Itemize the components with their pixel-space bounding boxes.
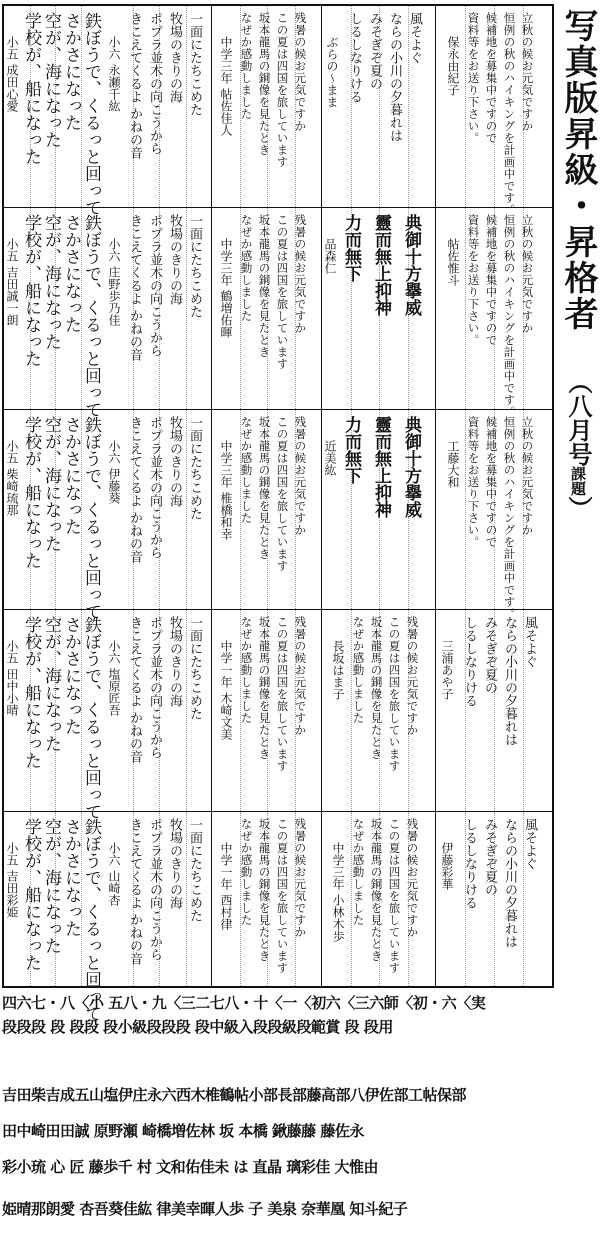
specimen-text-line: 空が、海になった xyxy=(41,818,61,954)
specimen-text-line: ならの小川の夕暮れは xyxy=(502,818,517,948)
specimen-cell xyxy=(322,208,436,409)
specimen-row xyxy=(4,610,552,820)
specimen-text-line: 学校が、船になった xyxy=(21,616,41,769)
guide-line xyxy=(465,208,466,409)
specimen-text-line: ポプラ並木の向こうから xyxy=(147,616,162,759)
specimen-text-line: 資料等をお送り下さい。 xyxy=(466,416,481,548)
promotion-roster xyxy=(0,990,600,1238)
author-name: 中学三年 小林木歩 xyxy=(331,842,345,942)
subtitle xyxy=(560,370,596,560)
specimen-text-line: 鉄ぼうで、くるっと回って xyxy=(81,12,101,216)
subtitle-month: 八月号 xyxy=(564,394,592,466)
specimen-text-line: しるしなりける xyxy=(347,12,362,103)
specimen-text-line: 学校が、船になった xyxy=(21,818,41,971)
specimen-text-line: 恒例の秋のハイキングを計画中です。 xyxy=(502,214,517,418)
specimen-text-line: この夏は四国を旅しています xyxy=(275,214,290,370)
specimen-cell xyxy=(106,208,212,409)
specimen-text-line: 典御十方擧威 xyxy=(401,214,421,316)
specimen-text-line: 鉄ぼうで、くるっと回って xyxy=(81,818,101,1022)
specimen-text-line: 学校が、船になった xyxy=(21,12,41,165)
author-name: 小五 田中小晴 xyxy=(5,640,19,716)
author-name: 中学一年 木崎文美 xyxy=(219,640,233,740)
specimen-text-line: ポプラ並木の向こうから xyxy=(147,12,162,155)
specimen-text-line: 坂本龍馬の銅像を見たとき xyxy=(369,616,384,760)
specimen-cell xyxy=(212,208,322,409)
specimen-cell xyxy=(106,812,212,986)
specimen-text-line: 鉄ぼうで、くるっと回って xyxy=(81,616,101,820)
specimen-text-line: 残暑の候お元気ですか xyxy=(293,616,308,736)
specimen-text-line: 恒例の秋のハイキングを計画中です。 xyxy=(502,416,517,620)
specimen-text-line: 立秋の候お元気ですか xyxy=(520,12,535,132)
specimen-text-line: 力而無下 xyxy=(341,214,361,282)
specimen-text-line: この夏は四国を旅しています xyxy=(275,12,290,168)
author-name: 近美紘 xyxy=(323,440,337,476)
specimen-text-line: 残暑の候お元気ですか xyxy=(405,818,420,938)
author-name: 小六 山崎杏 xyxy=(107,842,121,906)
specimen-cell xyxy=(322,610,436,811)
specimen-text-line: 残暑の候お元気ですか xyxy=(405,616,420,736)
author-name: 工藤大和 xyxy=(446,440,460,488)
specimen-text-line: 坂本龍馬の銅像を見たとき xyxy=(257,818,272,962)
specimen-text-line: この夏は四国を旅しています xyxy=(387,818,402,974)
author-name: 帖佐惟斗 xyxy=(446,238,460,286)
specimen-text-line: 空が、海になった xyxy=(41,214,61,350)
specimen-text-line: なぜか感動しました xyxy=(239,616,254,724)
specimen-text-line: 候補地を募集中ですので xyxy=(484,12,499,144)
author-name: 小六 塩原匠吾 xyxy=(107,640,121,716)
specimen-text-line: きこえてくるよ かねの音 xyxy=(127,416,142,564)
roster-line: 段段段 段 段段 段小級段段段 段中級入段段級段範賞 段 段用 xyxy=(2,1018,393,1036)
specimen-text-line: 鉄ぼうで、くるっと回って xyxy=(81,214,101,418)
specimen-text-line: みそぎぞ夏の xyxy=(482,818,497,896)
author-name: ぶらの〜まま xyxy=(325,36,339,108)
specimen-text-line: 典御十方擧威 xyxy=(401,416,421,518)
specimen-text-line: 空が、海になった xyxy=(41,416,61,552)
author-name: 長坂はま子 xyxy=(331,640,345,700)
specimen-text-line: 坂本龍馬の銅像を見たとき xyxy=(257,12,272,156)
specimen-text-line: 一面にたちこめた xyxy=(187,12,202,116)
specimen-cell xyxy=(4,410,106,620)
specimen-text-line: 残暑の候お元気ですか xyxy=(293,214,308,334)
specimen-cell xyxy=(212,610,322,811)
specimen-text-line: 風そよぐ xyxy=(407,12,422,64)
specimen-cell xyxy=(436,610,552,811)
author-name: 中学三年 椎橋和幸 xyxy=(219,440,233,540)
specimen-cell xyxy=(322,6,436,207)
specimen-text-line: きこえてくるよ かねの音 xyxy=(127,616,142,764)
specimen-text-line: この夏は四国を旅しています xyxy=(275,818,290,974)
subtitle-label: 課題 xyxy=(569,466,587,496)
author-name: 保永由紀子 xyxy=(446,36,460,96)
author-name: 品森仁 xyxy=(323,238,337,274)
specimen-cell xyxy=(106,610,212,811)
author-name: 三浦あや子 xyxy=(440,640,454,700)
specimen-cell xyxy=(436,410,552,620)
specimen-text-line: 立秋の候お元気ですか xyxy=(520,416,535,536)
author-name: 中学三年 帖佐佳人 xyxy=(219,36,233,136)
author-name: 中学一年 西村律 xyxy=(219,842,233,930)
author-name: 小五 成田心愛 xyxy=(5,36,19,112)
author-name: 小六 庄野歩乃佳 xyxy=(107,238,121,326)
specimen-text-line: 坂本龍馬の銅像を見たとき xyxy=(257,214,272,358)
specimen-cell xyxy=(212,812,322,986)
specimen-text-line: さかさになった xyxy=(61,214,81,333)
specimen-text-line: 靈而無上抑神 xyxy=(371,214,391,316)
specimen-cell xyxy=(436,6,552,216)
specimen-text-line: さかさになった xyxy=(61,416,81,535)
author-name: 中学三年 鶴増佑暉 xyxy=(219,238,233,338)
specimen-text-line: きこえてくるよ かねの音 xyxy=(127,214,142,362)
specimen-text-line: なぜか感動しました xyxy=(239,818,254,926)
specimen-text-line: 一面にたちこめた xyxy=(187,416,202,520)
specimen-cell xyxy=(212,6,322,207)
specimen-text-line: みそぎぞ夏の xyxy=(482,616,497,694)
specimen-text-line: 牧場のきりの海 xyxy=(167,818,182,909)
specimen-text-line: 一面にたちこめた xyxy=(187,818,202,922)
specimen-text-line: ならの小川の夕暮れは xyxy=(502,616,517,746)
specimen-text-line: 立秋の候お元気ですか xyxy=(520,214,535,334)
specimen-text-line: この夏は四国を旅しています xyxy=(275,416,290,572)
specimen-text-line: 力而無下 xyxy=(341,416,361,484)
specimen-text-line: この夏は四国を旅しています xyxy=(387,616,402,772)
specimen-row xyxy=(4,208,552,418)
specimen-cell xyxy=(436,812,552,986)
specimen-text-line: 学校が、船になった xyxy=(21,416,41,569)
author-name: 小五 柴崎琉那 xyxy=(5,440,19,516)
specimen-cell xyxy=(212,410,322,609)
specimen-cell xyxy=(4,208,106,418)
specimen-cell xyxy=(4,610,106,820)
specimen-cell xyxy=(4,6,106,216)
specimen-text-line: なぜか感動しました xyxy=(351,818,366,926)
specimen-text-line: ポプラ並木の向こうから xyxy=(147,214,162,357)
specimen-text-line: 牧場のきりの海 xyxy=(167,12,182,103)
specimen-text-line: 資料等をお送り下さい。 xyxy=(466,12,481,144)
specimen-text-line: さかさになった xyxy=(61,12,81,131)
specimen-text-line: 候補地を募集中ですので xyxy=(484,214,499,346)
specimen-text-line: なぜか感動しました xyxy=(239,416,254,524)
specimen-text-line: 空が、海になった xyxy=(41,12,61,148)
roster-line: 四六七・八〈小 五八・九〈三二七八・十〈一〈初六〈三六師〈初・六〈実 xyxy=(2,994,486,1012)
specimen-text-line: さかさになった xyxy=(61,616,81,735)
roster-line: 吉田柴吉成五山塩伊庄永六西木椎鶴帖小部長部藤高部八伊佐部工帖保部 xyxy=(2,1086,467,1104)
specimen-text-line: 残暑の候お元気ですか xyxy=(293,818,308,938)
specimen-text-line: 風そよぐ xyxy=(522,818,537,870)
specimen-text-line: 恒例の秋のハイキングを計画中です。 xyxy=(502,12,517,216)
specimen-text-line: 鉄ぼうで、くるっと回って xyxy=(81,416,101,620)
guide-line xyxy=(465,6,466,207)
specimen-cell xyxy=(322,410,436,609)
specimen-text-line: 靈而無上抑神 xyxy=(371,416,391,518)
specimen-row xyxy=(4,6,552,216)
guide-line xyxy=(465,410,466,609)
specimen-text-line: ポプラ並木の向こうから xyxy=(147,818,162,961)
author-name: 小五 吉田誠一朗 xyxy=(5,238,19,326)
specimen-text-line: 一面にたちこめた xyxy=(187,616,202,720)
specimen-text-line: ならの小川の夕暮れは xyxy=(387,12,402,142)
specimen-cell xyxy=(4,812,106,1022)
specimen-text-line: 坂本龍馬の銅像を見たとき xyxy=(257,416,272,560)
specimen-row xyxy=(4,410,552,620)
subtitle-open: （ xyxy=(564,370,592,394)
specimen-text-line: 坂本龍馬の銅像を見たとき xyxy=(257,616,272,760)
specimen-text-line: 一面にたちこめた xyxy=(187,214,202,318)
specimen-text-line: 牧場のきりの海 xyxy=(167,214,182,305)
author-name: 伊藤彩華 xyxy=(440,842,454,890)
specimen-cell xyxy=(436,208,552,418)
specimen-text-line: 残暑の候お元気ですか xyxy=(293,12,308,132)
specimen-text-line: 坂本龍馬の銅像を見たとき xyxy=(369,818,384,962)
specimen-cell xyxy=(106,6,212,207)
specimen-text-line: 学校が、船になった xyxy=(21,214,41,367)
specimen-text-line: 候補地を募集中ですので xyxy=(484,416,499,548)
title-text: 写真版昇級・昇格者 xyxy=(558,8,598,332)
roster-line: 姫晴那朗愛 杏吾葵佳紘 律美幸暉人歩 子 美泉 奈華凰 知斗紀子 xyxy=(2,1200,408,1218)
specimen-text-line: 牧場のきりの海 xyxy=(167,416,182,507)
specimen-text-line: みそぎぞ夏の xyxy=(367,12,382,90)
specimen-text-line: しるしなりける xyxy=(462,818,477,909)
roster-line: 彩小琉 心 匠 藤歩千 村 文和佑佳未 は 直晶 璃彩佳 大惟由 xyxy=(2,1158,379,1176)
specimen-text-line: 残暑の候お元気ですか xyxy=(293,416,308,536)
author-name: 小五 吉田彩姫 xyxy=(5,842,19,918)
specimen-text-line: きこえてくるよ かねの音 xyxy=(127,818,142,966)
specimen-text-line: なぜか感動しました xyxy=(239,12,254,120)
specimen-text-line: 資料等をお送り下さい。 xyxy=(466,214,481,346)
specimen-cell xyxy=(322,812,436,986)
author-name: 小六 伊藤葵 xyxy=(107,440,121,504)
roster-line: 田中崎田田誠 原野瀬 崎橋増佐林 坂 本橋 鍬藤藤 藤佐永 xyxy=(2,1122,364,1140)
specimen-text-line: 風そよぐ xyxy=(522,616,537,668)
specimen-text-line: この夏は四国を旅しています xyxy=(275,616,290,772)
specimen-text-line: しるしなりける xyxy=(462,616,477,707)
specimen-text-line: なぜか感動しました xyxy=(351,616,366,724)
specimen-text-line: さかさになった xyxy=(61,818,81,937)
specimen-cell xyxy=(106,410,212,609)
specimen-text-line: きこえてくるよ かねの音 xyxy=(127,12,142,160)
specimen-text-line: 牧場のきりの海 xyxy=(167,616,182,707)
author-name: 小六 永瀬千紘 xyxy=(107,36,121,112)
subtitle-close: ） xyxy=(564,496,592,520)
specimen-text-line: ポプラ並木の向こうから xyxy=(147,416,162,559)
specimen-text-line: 空が、海になった xyxy=(41,616,61,752)
specimen-text-line: なぜか感動しました xyxy=(239,214,254,322)
